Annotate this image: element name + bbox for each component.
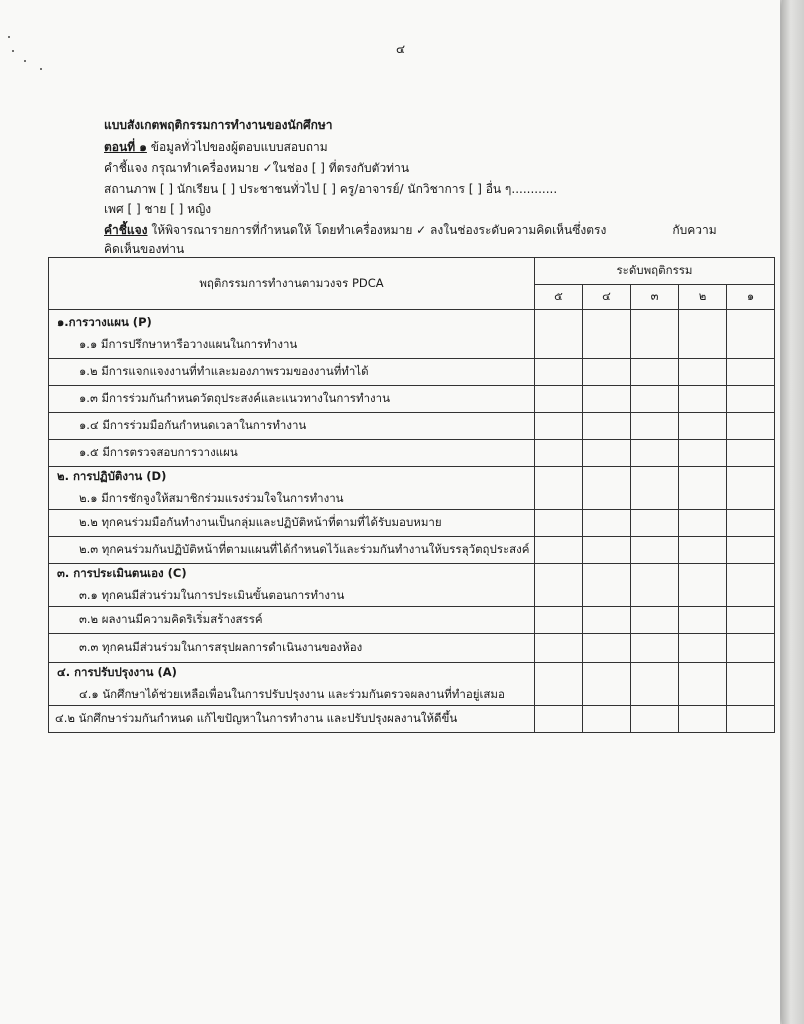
item-3-2: ๓.๒ ผลงานมีความคิดริเริ่มสร้างสรรค์ — [79, 612, 263, 626]
gender-line: เพศ [ ] ชาย [ ] หญิง — [104, 202, 212, 216]
rating-cell[interactable] — [631, 440, 679, 467]
rating-cell[interactable] — [727, 359, 775, 386]
rating-cell[interactable] — [535, 564, 583, 607]
rating-cell[interactable] — [583, 359, 631, 386]
rating-cell[interactable] — [727, 440, 775, 467]
rating-cell[interactable] — [727, 564, 775, 607]
table-row — [49, 634, 775, 663]
rating-cell[interactable] — [583, 510, 631, 537]
score-header-4: ๔ — [583, 285, 631, 310]
rating-cell[interactable] — [583, 564, 631, 607]
rating-cell[interactable] — [583, 537, 631, 564]
rating-cell[interactable] — [631, 564, 679, 607]
rating-cell[interactable] — [679, 310, 727, 359]
page-edge-shadow — [782, 0, 804, 1024]
rating-cell[interactable] — [631, 663, 679, 706]
rating-cell[interactable] — [583, 310, 631, 359]
instruction-rating — [104, 221, 717, 240]
form-title: แบบสังเกตพฤติกรรมการทำงานของนักศึกษา — [104, 118, 333, 132]
observation-table — [48, 257, 775, 733]
item-2-1: ๒.๑ มีการชักจูงให้สมาชิกร่วมแรงร่วมใจในการทำงาน — [79, 491, 344, 505]
rating-cell[interactable] — [535, 537, 583, 564]
part-heading — [104, 138, 328, 157]
score-header-1: ๑ — [727, 285, 775, 310]
rating-cell[interactable] — [679, 564, 727, 607]
rating-cell[interactable] — [679, 607, 727, 634]
rating-cell[interactable] — [679, 634, 727, 663]
part-text: ข้อมูลทั่วไปของผู้ตอบแบบสอบถาม — [146, 140, 328, 154]
score-header-2: ๒ — [679, 285, 727, 310]
table-row — [49, 359, 775, 386]
rating-cell[interactable] — [583, 467, 631, 510]
rating-cell[interactable] — [535, 607, 583, 634]
instruction-rating-line2: คิดเห็นของท่าน — [104, 242, 185, 256]
item-1-1: ๑.๑ มีการปรึกษาหารือวางแผนในการทำงาน — [79, 337, 298, 351]
rating-cell[interactable] — [631, 706, 679, 733]
rating-cell[interactable] — [679, 440, 727, 467]
item-1-2: ๑.๒ มีการแจกแจงงานที่ทำและมองภาพรวมของงานที่ทำได้ — [79, 364, 369, 378]
rating-cell[interactable] — [727, 386, 775, 413]
rating-cell[interactable] — [535, 467, 583, 510]
section-title-plan: ๑.การวางแผน (P) — [57, 315, 152, 329]
rating-cell[interactable] — [535, 359, 583, 386]
rating-cell[interactable] — [535, 386, 583, 413]
section-title-do: ๒. การปฏิบัติงาน (D) — [57, 469, 167, 483]
rating-cell[interactable] — [535, 706, 583, 733]
page-number: ๔ — [396, 42, 406, 56]
instruction-checkmark: คำชี้แจง กรุณาทำเครื่องหมาย ✓ในช่อง [ ] ที่ตรงกับตัวท่าน — [104, 161, 410, 175]
rating-cell[interactable] — [631, 359, 679, 386]
rating-cell[interactable] — [631, 537, 679, 564]
rating-cell[interactable] — [535, 663, 583, 706]
header-level: ระดับพฤติกรรม — [535, 258, 775, 285]
item-1-5: ๑.๕ มีการตรวจสอบการวางแผน — [79, 445, 238, 459]
item-2-3: ๒.๓ ทุกคนร่วมกันปฏิบัติหน้าที่ตามแผนที่ได้กำหนดไว้และร่วมกันทำงานให้บรรลุวัตถุประสงค์ — [79, 542, 530, 556]
rating-cell[interactable] — [631, 467, 679, 510]
rating-cell[interactable] — [631, 634, 679, 663]
rating-cell[interactable] — [679, 663, 727, 706]
scan-speck — [24, 60, 26, 62]
table-row — [49, 663, 775, 706]
rating-cell[interactable] — [679, 413, 727, 440]
rating-cell[interactable] — [583, 413, 631, 440]
rating-cell[interactable] — [631, 310, 679, 359]
rating-cell[interactable] — [727, 310, 775, 359]
table-row — [49, 510, 775, 537]
rating-cell[interactable] — [583, 440, 631, 467]
rating-cell[interactable] — [679, 467, 727, 510]
rating-cell[interactable] — [679, 359, 727, 386]
item-3-3: ๓.๓ ทุกคนมีส่วนร่วมในการสรุปผลการดำเนินงานของห้อง — [79, 640, 363, 654]
rating-cell[interactable] — [727, 413, 775, 440]
table-row — [49, 467, 775, 510]
scan-speck — [8, 36, 10, 38]
score-header-5: ๕ — [535, 285, 583, 310]
table-row — [49, 537, 775, 564]
rating-cell[interactable] — [727, 537, 775, 564]
table-row — [49, 440, 775, 467]
item-1-4: ๑.๔ มีการร่วมมือกันกำหนดเวลาในการทำงาน — [79, 418, 307, 432]
rating-cell[interactable] — [631, 386, 679, 413]
score-header-3: ๓ — [631, 285, 679, 310]
item-4-1: ๔.๑ นักศึกษาได้ช่วยเหลือเพื่อนในการปรับปรุงงาน และร่วมกันตรวจผลงานที่ทำอยู่เสมอ — [79, 687, 505, 701]
rating-cell[interactable] — [583, 663, 631, 706]
instruction-rating-tail: กับความ — [672, 223, 717, 237]
status-line: สถานภาพ [ ] นักเรียน [ ] ประชาชนทั่วไป [ ] ครู/อาจารย์/ นักวิชาการ [ ] อื่น ๆ............ — [104, 182, 558, 196]
section-title-check: ๓. การประเมินตนเอง (C) — [57, 566, 187, 580]
table-row — [49, 564, 775, 607]
instruction-rating-text: ให้พิจารณารายการที่กำหนดให้ โดยทำเครื่องหมาย ✓ ลงในช่องระดับความคิดเห็นซึ่งตรง — [147, 223, 607, 237]
table-row — [49, 607, 775, 634]
table-row — [49, 310, 775, 359]
rating-cell[interactable] — [583, 386, 631, 413]
rating-cell[interactable] — [583, 634, 631, 663]
scan-speck — [40, 68, 42, 70]
rating-cell[interactable] — [727, 467, 775, 510]
item-4-2: ๔.๒ นักศึกษาร่วมกันกำหนด แก้ไขปัญหาในการทำงาน และปรับปรุงผลงานให้ดีขึ้น — [55, 711, 458, 725]
item-3-1: ๓.๑ ทุกคนมีส่วนร่วมในการประเมินขั้นตอนการทำงาน — [79, 588, 345, 602]
instruction-rating-label: คำชี้แจง — [104, 223, 148, 237]
rating-cell[interactable] — [631, 510, 679, 537]
part-label: ตอนที่ ๑ — [104, 140, 147, 154]
item-2-2: ๒.๒ ทุกคนร่วมมือกันทำงานเป็นกลุ่มและปฏิบัติหน้าที่ตามที่ได้รับมอบหมาย — [79, 515, 442, 529]
table-row — [49, 413, 775, 440]
rating-cell[interactable] — [583, 607, 631, 634]
rating-cell[interactable] — [679, 510, 727, 537]
rating-cell[interactable] — [727, 634, 775, 663]
rating-cell[interactable] — [535, 413, 583, 440]
scan-speck — [12, 50, 14, 52]
section-cell — [49, 310, 535, 359]
rating-cell[interactable] — [631, 413, 679, 440]
rating-cell[interactable] — [727, 706, 775, 733]
rating-cell[interactable] — [727, 510, 775, 537]
rating-cell[interactable] — [631, 607, 679, 634]
rating-cell[interactable] — [583, 706, 631, 733]
item-1-3: ๑.๓ มีการร่วมกันกำหนดวัตถุประสงค์และแนวทางในการทำงาน — [79, 391, 390, 405]
rating-cell[interactable] — [679, 706, 727, 733]
rating-cell[interactable] — [727, 607, 775, 634]
rating-cell[interactable] — [535, 440, 583, 467]
table-row — [49, 706, 775, 733]
rating-cell[interactable] — [535, 310, 583, 359]
rating-cell[interactable] — [535, 510, 583, 537]
section-title-act: ๔. การปรับปรุงงาน (A) — [57, 665, 177, 679]
rating-cell[interactable] — [679, 537, 727, 564]
table-row — [49, 386, 775, 413]
rating-cell[interactable] — [679, 386, 727, 413]
rating-cell[interactable] — [535, 634, 583, 663]
header-behavior: พฤติกรรมการทำงานตามวงจร PDCA — [49, 258, 535, 310]
rating-cell[interactable] — [727, 663, 775, 706]
